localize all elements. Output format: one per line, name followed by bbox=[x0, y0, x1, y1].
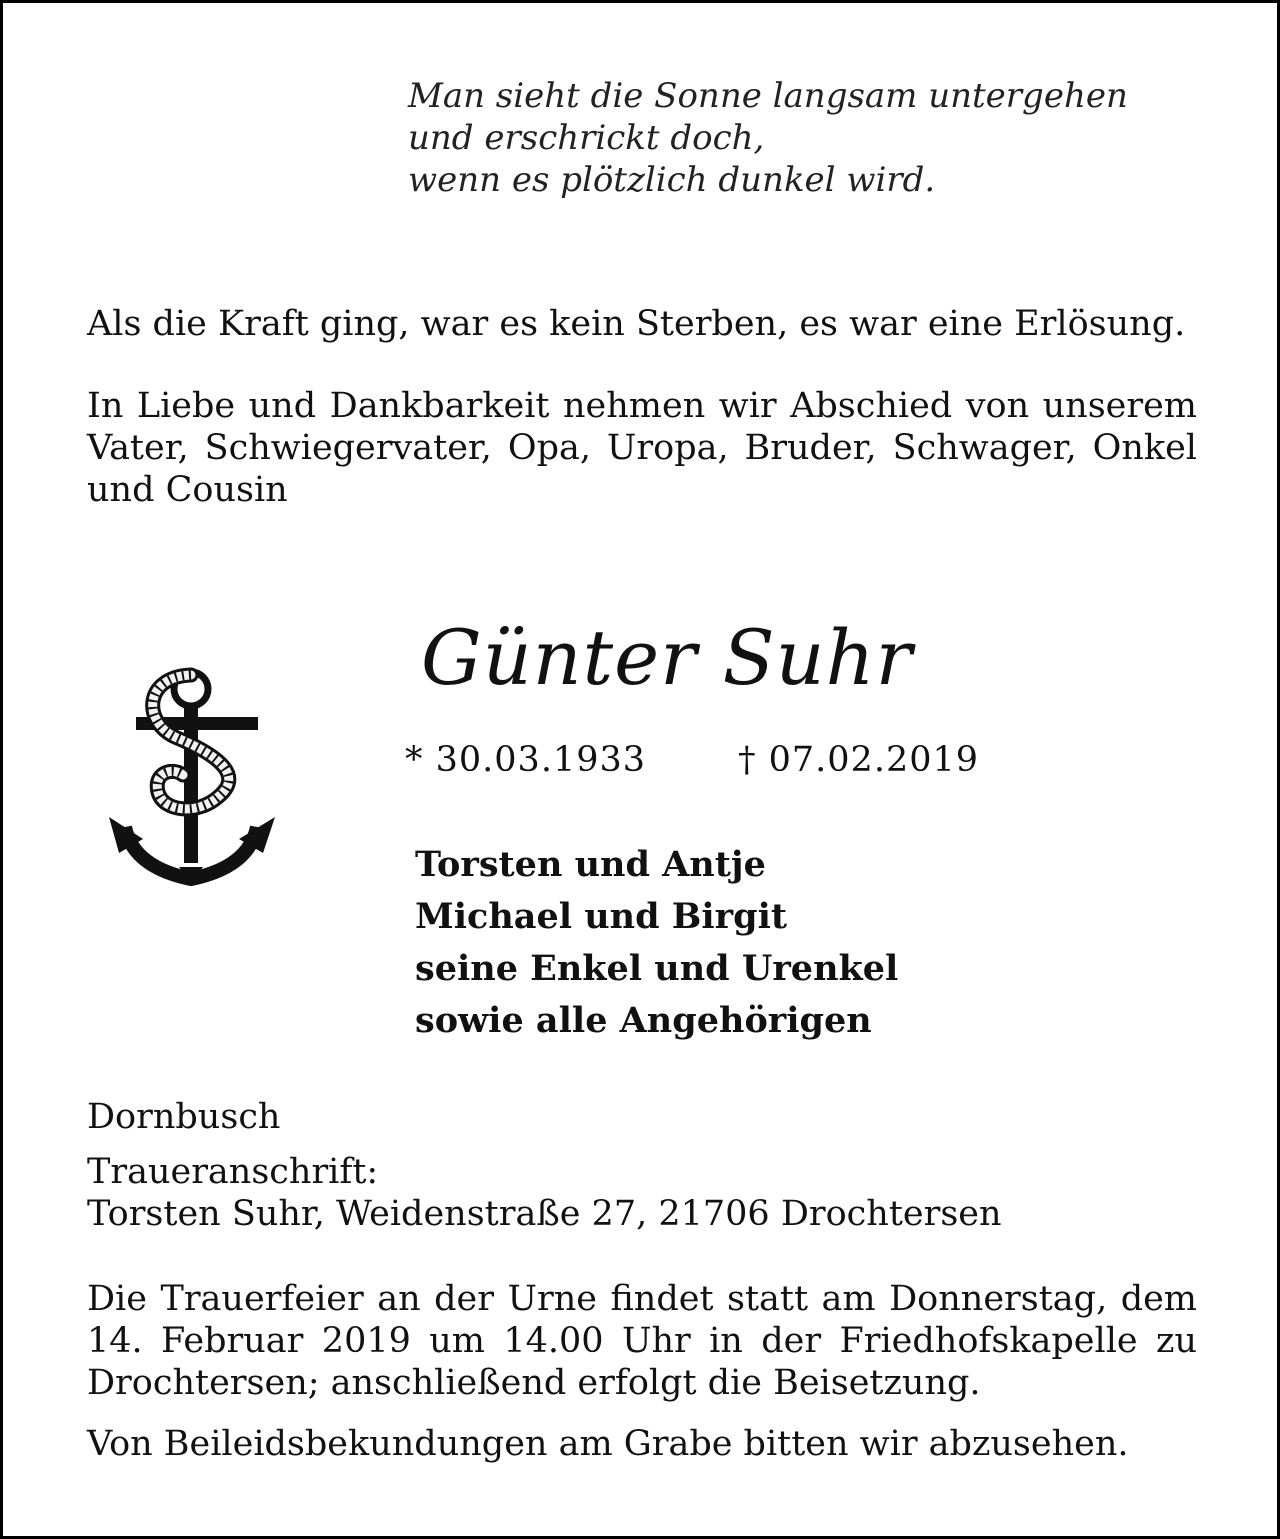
mourner-line: Michael und Birgit bbox=[415, 896, 788, 937]
mourner-line: seine Enkel und Urenkel bbox=[415, 948, 899, 989]
death-date: † 07.02.2019 bbox=[738, 740, 980, 780]
intro-sentence: Als die Kraft ging, war es kein Sterben, es war eine Erlösung. bbox=[87, 304, 1186, 344]
birth-date: * 30.03.1933 bbox=[405, 740, 647, 780]
quote-line: und erschrickt doch, bbox=[408, 118, 765, 158]
mourner-line: sowie alle Angehörigen bbox=[415, 1000, 872, 1041]
address-label: Traueranschrift: bbox=[87, 1152, 379, 1192]
mourning-address: Torsten Suhr, Weidenstraße 27, 21706 Drochtersen bbox=[87, 1194, 1002, 1234]
deceased-name: Günter Suhr bbox=[421, 613, 913, 702]
farewell-paragraph: In Liebe und Dankbarkeit nehmen wir Abschied von unserem Vater, Schwiegervater, Opa, Uropa, Bruder, Schwager, Onkel und Cousin bbox=[87, 386, 1197, 510]
condolence-note: Von Beileidsbekundungen am Grabe bitten wir abzusehen. bbox=[87, 1424, 1129, 1464]
ceremony-paragraph: Die Trauerfeier an der Urne findet statt am Donnerstag, dem 14. Februar 2019 um 14.00 Uhr in der Friedhofskapelle zu Drochtersen; anschließend erfolgt die Beisetzung. bbox=[87, 1279, 1197, 1403]
epigraph-quote bbox=[408, 75, 1128, 201]
mourner-line: Torsten und Antje bbox=[415, 844, 766, 885]
quote-line: Man sieht die Sonne langsam untergehen bbox=[408, 76, 1128, 116]
place-name: Dornbusch bbox=[87, 1097, 281, 1137]
mourners-list bbox=[415, 839, 898, 1047]
anchor-with-rope-icon bbox=[103, 667, 283, 891]
quote-line: wenn es plötzlich dunkel wird. bbox=[408, 160, 936, 200]
